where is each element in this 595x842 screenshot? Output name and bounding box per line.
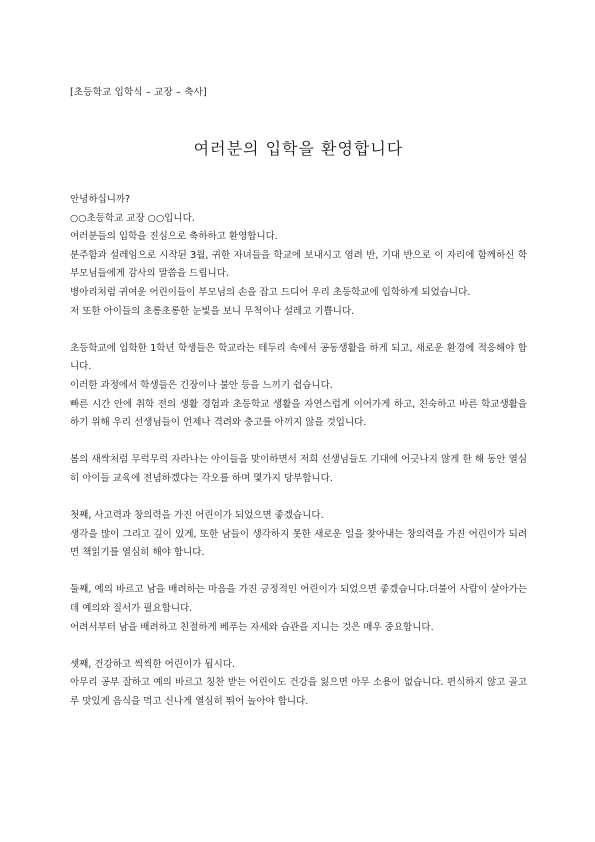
paragraph: ○○초등학교 교장 ○○입니다. xyxy=(70,212,195,224)
paragraph: 봄의 새싹처럼 무럭무럭 자라나는 아이들을 맞이하면서 저희 선생님들도 기대에 어긋나지 않게 한 해 동안 열심히 아이들 교육에 전념하겠다는 각오를 하며 몇가지 당부합니다. xyxy=(70,454,527,484)
paragraph: 병아리처럼 귀여운 어린이들이 부모님의 손을 잡고 드디어 우리 초등학교에 입학하게 되었습니다. xyxy=(70,286,471,298)
paragraph: 초등학교에 입학한 1학년 학생들은 학교라는 테두리 속에서 공동생활을 하게 되고, 새로운 환경에 적응해야 합니다. xyxy=(70,342,527,373)
document-body xyxy=(70,191,527,712)
paragraph: 둘째, 예의 바르고 남을 배려하는 마음을 가진 긍정적인 어린이가 되었으면 좋겠습니다.더불어 사람이 살아가는데 예의와 질서가 필요합니다. xyxy=(70,584,527,615)
paragraph: 이러한 과정에서 학생들은 긴장이나 불안 등을 느끼기 쉽습니다. xyxy=(70,379,333,391)
paragraph: 저 또한 아이들의 초롱초롱한 눈빛을 보니 무척이나 설레고 기쁩니다. xyxy=(70,305,355,317)
paragraph: 빠른 시간 안에 취학 전의 생활 경험과 초등학교 생활을 자연스럽게 이어가게 하고, 친숙하고 바른 학교생활을 하기 위해 우리 선생님들이 언제나 격려와 충고를 아끼지 않을 것입니다. xyxy=(70,398,527,429)
section-pledge xyxy=(70,451,527,488)
section-adjustment xyxy=(70,340,527,433)
paragraph-gap xyxy=(70,489,527,508)
paragraph: 생각을 많이 그리고 깊이 있게, 또한 남들이 생각하지 못한 새로운 일을 찾아내는 창의력을 가진 어린이가 되려면 책읽기를 열심히 해야 합니다. xyxy=(70,528,527,559)
paragraph-gap xyxy=(70,321,527,340)
section-second-request xyxy=(70,581,527,637)
section-first-request xyxy=(70,507,527,563)
paragraph-gap xyxy=(70,563,527,582)
paragraph-gap xyxy=(70,433,527,452)
paragraph-gap xyxy=(70,637,527,656)
paragraph: 아무리 공부 잘하고 예의 바르고 칭찬 받는 어린이도 건강을 잃으면 아무 소용이 없습니다. 편식하지 않고 골고루 맛있게 음식을 먹고 신나게 열심히 뛰어 놀아야 합니다. xyxy=(70,677,527,708)
paragraph: 여러분들의 입학을 진심으로 축하하고 환영합니다. xyxy=(70,231,278,243)
section-greeting xyxy=(70,191,527,321)
paragraph: 셋째, 건강하고 씩씩한 어린이가 됩시다. xyxy=(70,658,235,670)
document-title: 여러분의 입학을 환영합니다 xyxy=(193,139,404,158)
paragraph: 첫째, 사고력과 창의력을 가진 어린이가 되었으면 좋겠습니다. xyxy=(70,510,324,522)
paragraph: 안녕하십니까? xyxy=(70,194,131,205)
section-third-request xyxy=(70,656,527,712)
document-header-tag: [초등학교 입학식 – 교장 – 축사] xyxy=(70,87,207,98)
paragraph: 분주함과 설레임으로 시작된 3월, 귀한 자녀들을 학교에 보내시고 염려 반, 기대 반으로 이 자리에 함께하신 학부모님들에게 감사의 말씀을 드립니다. xyxy=(70,249,527,280)
paragraph: 어려서부터 남을 배려하고 친절하게 베푸는 자세와 습관을 지니는 것은 매우 중요합니다. xyxy=(70,621,434,633)
